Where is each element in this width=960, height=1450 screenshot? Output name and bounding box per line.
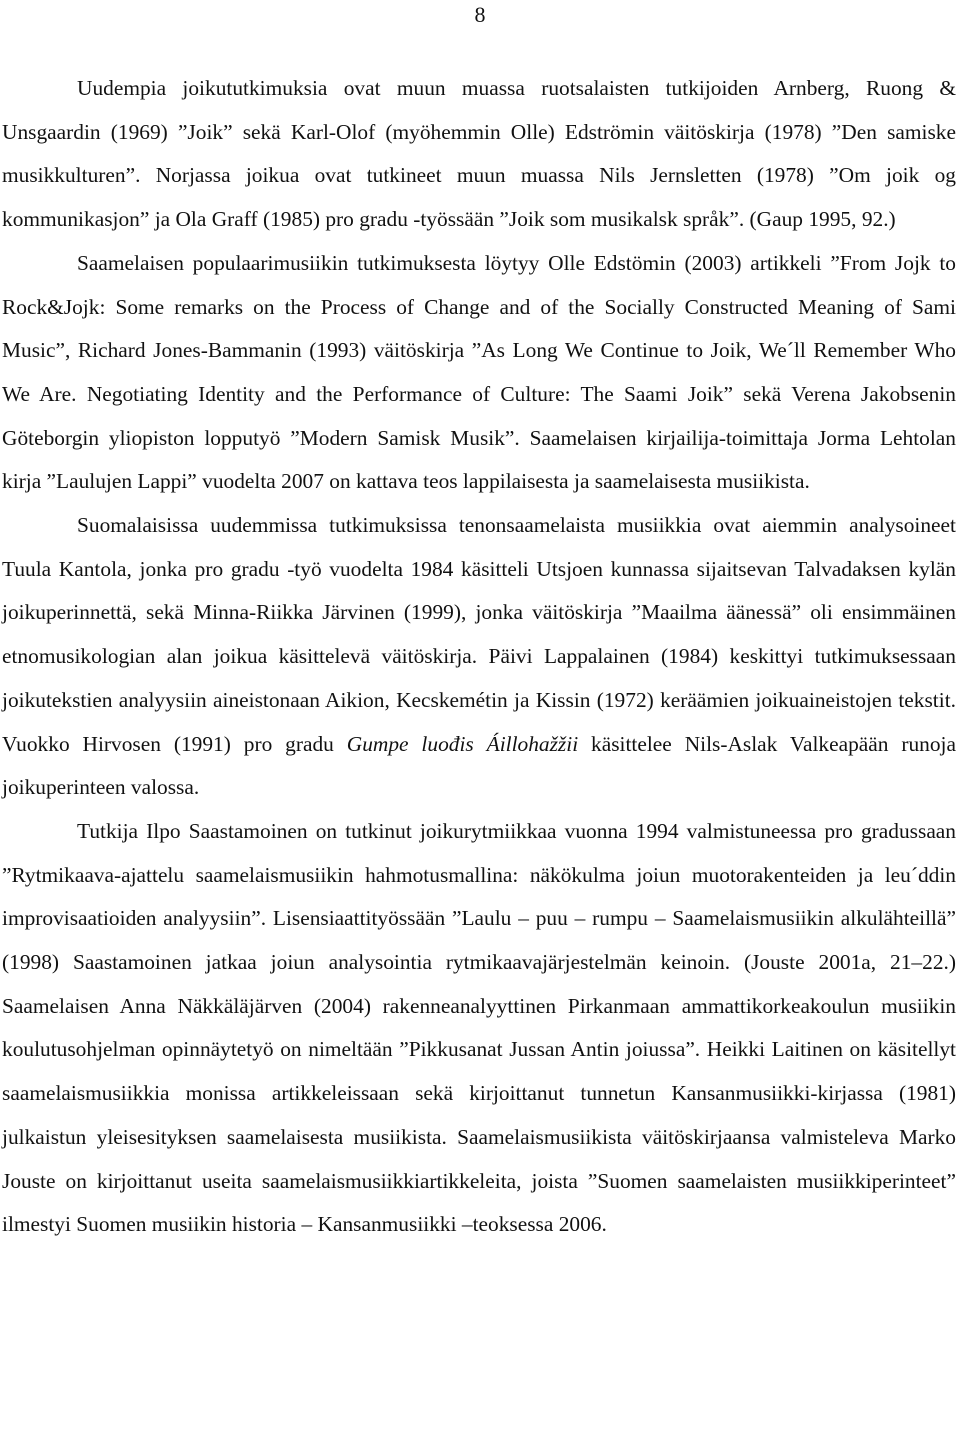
paragraph-3 [2, 504, 956, 810]
paragraph-2: Saamelaisen populaarimusiikin tutkimuksesta löytyy Olle Edstömin (2003) artikkeli ”From Jojk to Rock&Jojk: Some remarks on the Process of Change and of the Socially Constructed Meaning of Sami Music”, Richard Jones-Bammanin (1993) väitöskirja ”As Long We Continue to Joik, We´ll Remember Who We Are. Negotiating Identity and the Performance of Culture: The Saami Joik” sekä Verena Jakobsenin Göteborgin yliopiston lopputyö ”Modern Samisk Musik”. Saamelaisen kirjailija-toimittaja Jorma Lehtolan kirja ”Laulujen Lappi” vuodelta 2007 on kattava teos lappilaisesta ja saamelaisesta musiikista. [2, 250, 956, 494]
page-number: 8 [474, 2, 486, 27]
paragraph-1: Uudempia joikututkimuksia ovat muun muassa ruotsalaisten tutkijoiden Arnberg, Ruong & Unsgaardin (1969) ”Joik” sekä Karl-Olof (myöhemmin Olle) Edströmin väitöskirja (1978) ”Den samiske musikkulturen”. Norjassa joikua ovat tutkineet muun muassa Nils Jernsletten (1978) ”Om joik og kommunikasjon” ja Ola Graff (1985) pro gradu -työssään ”Joik som musikalsk språk”. (Gaup 1995, 92.) [2, 76, 956, 232]
paragraph-3-text-end: käsittelee Nils-Aslak Valkeapään runoja joikuperinteen valossa. [2, 731, 956, 800]
paragraph-4: Tutkija Ilpo Saastamoinen on tutkinut joikurytmiikkaa vuonna 1994 valmistuneessa pro gradussaan ”Rytmikaava-ajattelu saamelaismusiikin hahmotusmallina: näkökulma joiun muotorakenteiden ja leu´ddin improvisaatioiden analyysiin”. Lisensiaattityössään ”Laulu – puu – rumpu – Saamelaismusiikin alkulähteillä” (1998) Saastamoinen jatkaa joiun analysointia rytmikaavajärjestelmän keinoin. (Jouste 2001a, 21–22.) Saamelaisen Anna Näkkäläjärven (2004) rakenneanalyyttinen Pirkanmaan ammattikorkeakoulun musiikin koulutusohjelman opinnäytetyö on nimeltään ”Pikkusanat Jussan Antin joiussa”. Heikki Laitinen on käsitellyt saamelaismusiikkia monissa artikkeleissaan sekä kirjoittanut tunnetun Kansanmusiikki-kirjassa (1981) julkaistun yleisesityksen saamelaisesta musiikista. Saamelaismusiikista väitöskirjaansa valmisteleva Marko Jouste on kirjoittanut useita saamelaismusiikkiartikkeleita, joista ”Suomen saamelaisten musiikkiperinteet” ilmestyi Suomen musiikin historia – Kansanmusiikki –teoksessa 2006. [2, 818, 956, 1237]
paragraph-3-text-start: Suomalaisissa uudemmissa tutkimuksissa tenonsaamelaista musiikkia ovat aiemmin analysoineet Tuula Kantola, jonka pro gradu -työ vuodelta 1984 käsitteli Utsjoen kunnassa sijaitsevan Talvadaksen kylän joikuperinnettä, sekä Minna-Riikka Järvinen (1999), jonka väitöskirja ”Maailma äänessä” oli ensimmäinen etnomusikologian alan joikua käsittelevä väitöskirja. Päivi Lappalainen (1984) keskittyi tutkimuksessaan joikutekstien analyysiin aineistonaan Aikion, Kecskemétin ja Kissin (1972) keräämien joikuaineistojen tekstit. Vuokko Hirvosen (1991) pro gradu [2, 513, 956, 756]
body-text [2, 67, 956, 1247]
thesis-title-italic: Gumpe luođis Áillohažžii [346, 731, 579, 756]
